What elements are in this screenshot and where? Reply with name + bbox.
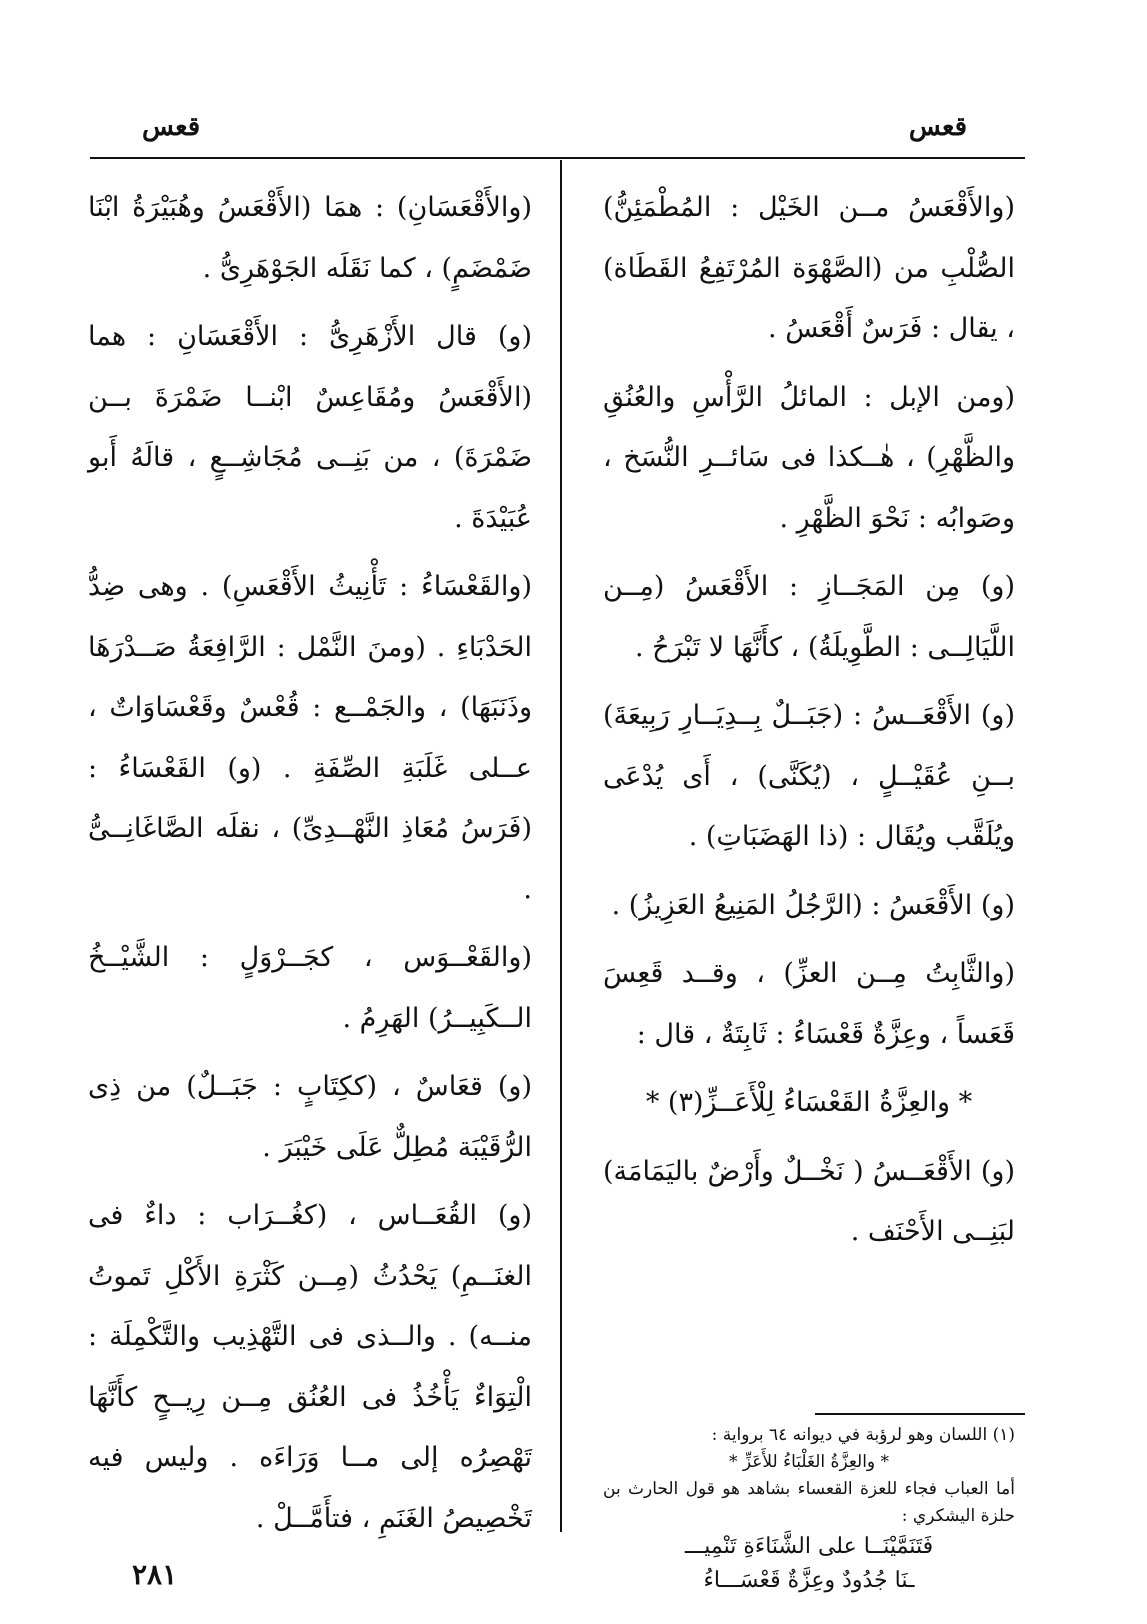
right-column <box>603 178 1015 1271</box>
footnotes <box>603 1422 1015 1598</box>
entry-paragraph: (و) قعَاسٌ ، (ككِتَابٍ : جَبَــلٌ) من ذِى الرُّقَيْبَة مُطِلٌّ عَلَى خَيْبَرَ . <box>88 1071 532 1163</box>
left-column <box>88 178 532 1557</box>
column-divider <box>560 160 562 1532</box>
entry-paragraph: (والأَقْعَسُ مــن الخَيْل : المُطْمَئِنُّ) الصُّلْبِ من (الصَّهْوَة المُرْتَفِعُ القَطَاة) ، يقال : فَرَسٌ أَقْعَسُ . <box>603 192 1015 344</box>
entry-paragraph: (و) القُعَــاس ، (كغُــرَاب : داءٌ فى الغنَــمِ) يَحْدُثُ (مِــن كَثْرَةِ الأَكْلِ تَموتُ منــه) . والــذى فى التَّهْذِيب والتَّكْمِلَة : الْتِوَاءٌ يَأْخُذُ فى العُنُق مِــن رِيــحٍ كأَنَّهَا تَهْصِرُه إلى مــا وَرَاءَه . وليس فيه تَخْصِيصُ الغَنَمِ ، فتأَمَّــلْ . <box>88 1200 532 1534</box>
entry-paragraph: (و) قال الأَزْهَرِىُّ : الأَقْعَسَانِ : هما (الأَقْعَسُ ومُقَاعِسٌ ابْنــا ضَمْرَةَ بــن ضَمْرَةَ) ، من بَنِــى مُجَاشِــعٍ ، قالَهُ أَبو عُبَيْدَةَ . <box>88 321 532 534</box>
header-rule <box>90 157 1025 159</box>
entry-paragraph: (و) الأَقْعَــسُ ( نَخْــلٌ وأَرْضٌ باليَمَامَة) لبَنِــى الأَحْنَف . <box>603 1155 1015 1247</box>
footnote-rule <box>815 1413 1025 1415</box>
footnote-verse: ـنَا جُدُودٌ وعِزَّةٌ قَعْسَـــاءُ <box>703 1568 915 1593</box>
verse-line: * والعِزَّةُ القَعْسَاءُ لِلْأَعَــزِّ(٣) * <box>645 1087 973 1118</box>
page-number: ٢٨١ <box>132 1558 178 1591</box>
running-head-left: قعس <box>142 112 201 142</box>
entry-paragraph: (ومن الإبل : المائلُ الرَّأْسِ والعُنُقِ والظَّهْرِ) ، هٰــكذا فى سَائــرِ النُّسَخ ، وصَوابُه : نَحْوَ الظَّهْرِ . <box>603 381 1015 534</box>
entry-paragraph: (و) مِن المَجَــازِ : الأَقْعَسُ (مِــن اللَّيَالِــى : الطَّوِيلَةُ) ، كأَنَّهَا لا تَبْرَحُ . <box>603 571 1015 663</box>
footnote-verse: * والعِزَّةُ الغَلْبَاءُ للأَعَزِّ * <box>728 1452 890 1472</box>
entry-paragraph: (والقَعْسَاءُ : تَأْنِيثُ الأَقْعَسِ) . وهى ضِدُّ الحَدْبَاءِ . (ومنَ النَّمْل : الرَّافِعَةُ صَــدْرَهَا وذَنَبَهَا) ، والجَمْــع : قُعْسٌ وقَعْسَاوَاتٌ ، عــلى غَلَبَةِ الصِّفَةِ . (و) القَعْسَاءُ : (فَرَسُ مُعَاذِ النَّهْــدِىِّ) ، نقلَه الصَّاغَانِــىُّ . <box>88 571 532 905</box>
footnote-line: (١) اللسان وهو لرؤبة في ديوانه ٦٤ برواية : <box>711 1425 1015 1445</box>
running-head-right: قعس <box>908 112 967 142</box>
footnote-verse: فَتَنَمَّيْنَــا على الشَّنَاءَةِ تَنْمِيـــ <box>684 1534 934 1559</box>
entry-paragraph: (والثَّابِتُ مِــن العزِّ) ، وقــد قَعِسَ قَعَساً ، وعِزَّةٌ قَعْسَاءُ : ثَابِتَةٌ ، قال : <box>603 958 1015 1050</box>
entry-paragraph: (والقَعْــوَس ، كجَــرْوَلٍ : الشَّيْــخُ الــكَبِيــرُ) الهَرِمُ . <box>88 942 532 1034</box>
entry-paragraph: (والأَقْعَسَانِ) : همَا (الأَقْعَسُ وهُبَيْرَةُ ابْنَا ضَمْضَمٍ) ، كما نَقَلَه الجَوْهَرِىُّ . <box>88 192 532 284</box>
entry-paragraph: (و) الأَقْعَسُ : (الرَّجُلُ المَنِيعُ العَزِيزُ) . <box>611 889 1015 921</box>
footnote-line: أما العباب فجاء للعزة القعساء بشاهد هو قول الحارث بن حلزة اليشكري : <box>603 1479 1015 1526</box>
entry-paragraph: (و) الأَقْعَــسُ : (جَبَــلٌ بِــدِيَــارِ رَبِيعَةَ) بــنِ عُقَيْــلٍ ، (يُكَنَّى) ، أَى يُدْعَى ويُلَقَّب ويُقَال : (ذا الهَضَبَاتِ) . <box>603 700 1015 852</box>
